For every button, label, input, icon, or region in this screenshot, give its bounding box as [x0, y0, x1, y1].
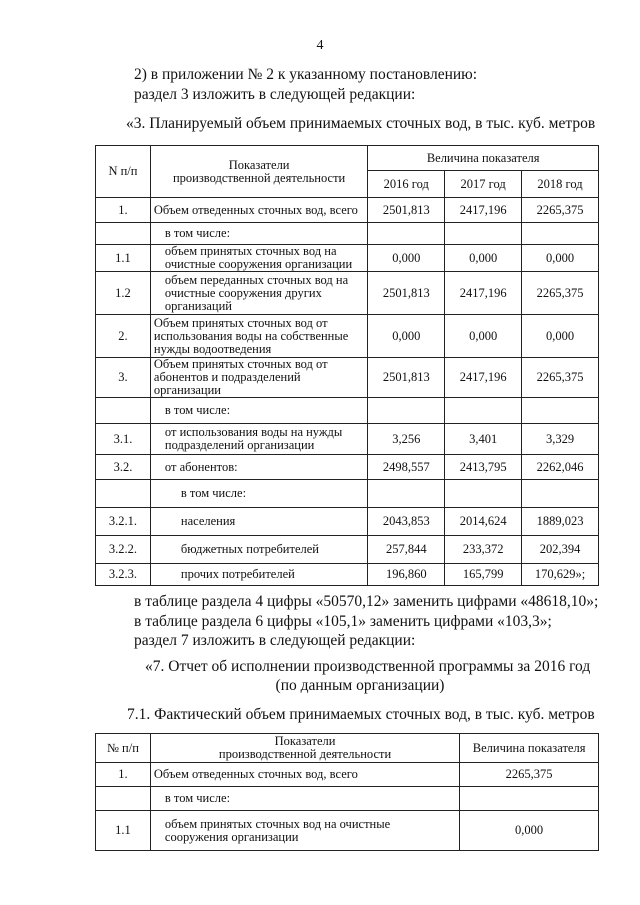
table-row [96, 536, 599, 564]
table-row [96, 424, 599, 455]
row-indicator: Объем принятых сточных вод от использования воды на собственные нужды водоотведения [150, 315, 367, 358]
row-value [522, 398, 599, 424]
row-value: 2265,375 [522, 272, 599, 315]
actual-volume-table [95, 733, 599, 851]
table-row [96, 223, 599, 245]
row-value [460, 787, 599, 811]
row-indicator: Объем отведенных сточных вод, всего [150, 198, 367, 223]
row-number: 3.2.2. [96, 536, 151, 564]
row-indicator: в том числе: [150, 787, 459, 811]
row-value: 0,000 [445, 245, 522, 272]
row-indicator: объем переданных сточных вод на очистные сооружения других организаций [150, 272, 367, 315]
row-indicator: в том числе: [150, 398, 367, 424]
row-value [522, 480, 599, 508]
section3-title: «3. Планируемый объем принимаемых сточных вод, в тыс. куб. метров [126, 115, 596, 132]
row-indicator: населения [150, 508, 367, 536]
row-value: 3,401 [445, 424, 522, 455]
change-line-3: раздел 7 изложить в следующей редакции: [134, 632, 416, 649]
row-value [522, 223, 599, 245]
table-row [96, 508, 599, 536]
header-indicator: Показатели производственной деятельности [150, 146, 367, 198]
row-value: 0,000 [522, 245, 599, 272]
row-number: 3.2.3. [96, 564, 151, 586]
header-year: 2016 год [368, 171, 445, 198]
row-indicator: объем принятых сточных вод на очистные сооружения организации [150, 245, 367, 272]
row-value: 165,799 [445, 564, 522, 586]
row-value: 2262,046 [522, 455, 599, 480]
intro-line-1: 2) в приложении № 2 к указанному постановлению: [134, 66, 478, 83]
row-value: 2265,375 [460, 763, 599, 787]
header-value: Величина показателя [460, 734, 599, 763]
row-value: 2498,557 [368, 455, 445, 480]
row-value: 202,394 [522, 536, 599, 564]
row-value: 2265,375 [522, 198, 599, 223]
row-value: 2501,813 [368, 358, 445, 398]
row-indicator: Объем отведенных сточных вод, всего [150, 763, 459, 787]
section71-title: 7.1. Фактический объем принимаемых сточных вод, в тыс. куб. метров [127, 706, 595, 723]
intro-line-2: раздел 3 изложить в следующей редакции: [134, 86, 416, 103]
header-value: Величина показателя [368, 146, 599, 171]
row-number [96, 398, 151, 424]
table-row [96, 315, 599, 358]
row-value: 3,256 [368, 424, 445, 455]
row-number [96, 223, 151, 245]
page-number: 4 [316, 38, 324, 53]
table-row [96, 245, 599, 272]
row-value: 2043,853 [368, 508, 445, 536]
table-row [96, 480, 599, 508]
row-value [368, 480, 445, 508]
table-row [96, 455, 599, 480]
row-value: 2417,196 [445, 198, 522, 223]
row-value: 2413,795 [445, 455, 522, 480]
row-number: 3.1. [96, 424, 151, 455]
header-year: 2018 год [522, 171, 599, 198]
row-value: 0,000 [460, 811, 599, 851]
table-row [96, 272, 599, 315]
row-indicator: прочих потребителей [150, 564, 367, 586]
change-line-1: в таблице раздела 4 цифры «50570,12» заменить цифрами «48618,10»; [134, 593, 599, 610]
section7-title: «7. Отчет об исполнении производственной программы за 2016 год [145, 658, 591, 675]
row-value: 196,860 [368, 564, 445, 586]
row-number: 3.2. [96, 455, 151, 480]
row-value: 2265,375 [522, 358, 599, 398]
row-value: 2501,813 [368, 272, 445, 315]
row-number [96, 787, 151, 811]
row-value [445, 480, 522, 508]
row-value: 0,000 [522, 315, 599, 358]
change-line-2: в таблице раздела 6 цифры «105,1» заменить цифрами «103,3»; [134, 613, 552, 630]
row-indicator: от абонентов: [150, 455, 367, 480]
row-number: 1. [96, 198, 151, 223]
row-number: 3. [96, 358, 151, 398]
row-number: 1. [96, 763, 151, 787]
table-row [96, 398, 599, 424]
planned-volume-table [95, 145, 599, 586]
row-value: 0,000 [445, 315, 522, 358]
section7-subtitle: (по данным организации) [275, 677, 445, 694]
header-indicator: Показатели производственной деятельности [150, 734, 459, 763]
row-value: 2417,196 [445, 272, 522, 315]
row-indicator: в том числе: [150, 223, 367, 245]
row-value [445, 398, 522, 424]
table-row [96, 564, 599, 586]
row-indicator: от использования воды на нужды подразделений организации [150, 424, 367, 455]
row-value: 2501,813 [368, 198, 445, 223]
table-row [96, 763, 599, 787]
row-indicator: бюджетных потребителей [150, 536, 367, 564]
row-number: 2. [96, 315, 151, 358]
header-num: N п/п [96, 146, 151, 198]
table-row [96, 358, 599, 398]
row-value: 2417,196 [445, 358, 522, 398]
row-number: 1.1 [96, 811, 151, 851]
row-indicator: в том числе: [150, 480, 367, 508]
row-number [96, 480, 151, 508]
row-indicator: Объем принятых сточных вод от абонентов и подразделений организации [150, 358, 367, 398]
row-value: 0,000 [368, 245, 445, 272]
row-value [445, 223, 522, 245]
row-number: 3.2.1. [96, 508, 151, 536]
header-num: № п/п [96, 734, 151, 763]
row-number: 1.2 [96, 272, 151, 315]
header-year: 2017 год [445, 171, 522, 198]
row-indicator: объем принятых сточных вод на очистные сооружения организации [150, 811, 459, 851]
row-value: 233,372 [445, 536, 522, 564]
row-value: 1889,023 [522, 508, 599, 536]
row-value: 2014,624 [445, 508, 522, 536]
table-row [96, 198, 599, 223]
table-row [96, 787, 599, 811]
row-value: 0,000 [368, 315, 445, 358]
row-number: 1.1 [96, 245, 151, 272]
row-value: 3,329 [522, 424, 599, 455]
row-value: 257,844 [368, 536, 445, 564]
table-row [96, 811, 599, 851]
row-value: 170,629»; [522, 564, 599, 586]
row-value [368, 398, 445, 424]
row-value [368, 223, 445, 245]
